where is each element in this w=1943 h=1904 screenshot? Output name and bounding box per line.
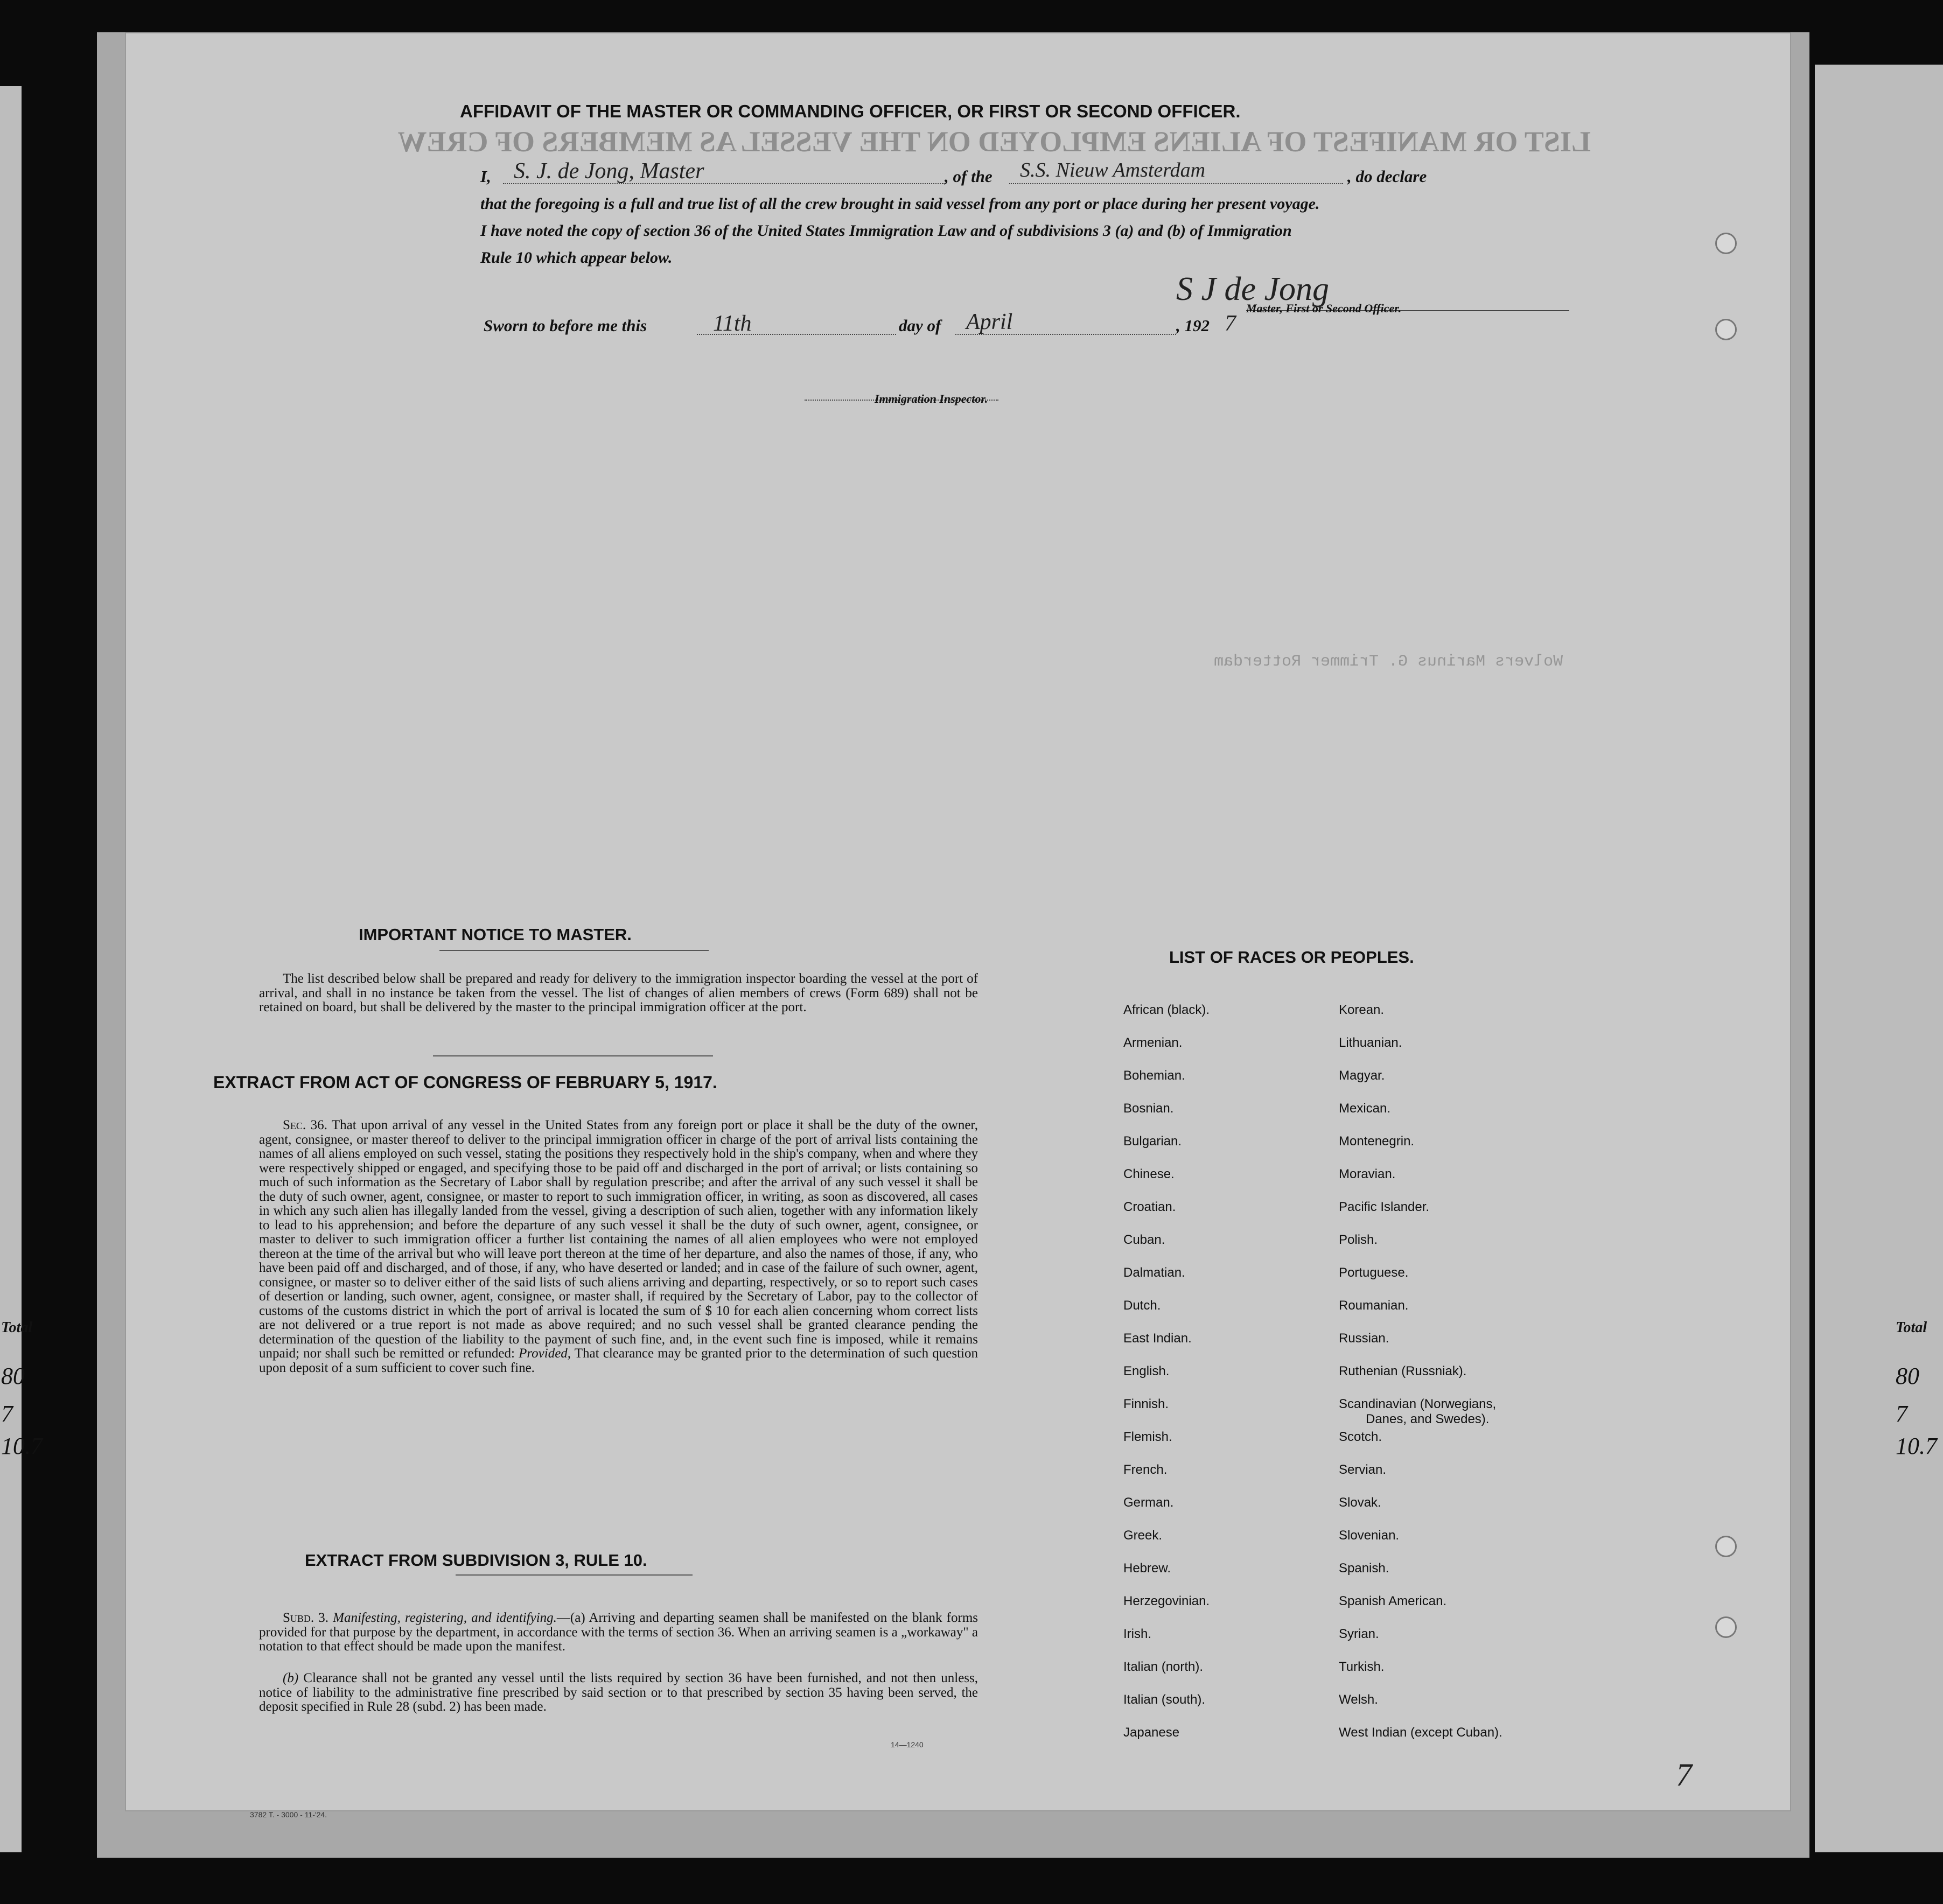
page-mark: 7 [1676, 1757, 1692, 1793]
document-page [125, 32, 1791, 1819]
race-item: Montenegrin. [1339, 1134, 1415, 1149]
form-code: 14—1240 [891, 1740, 924, 1749]
race-item: Bohemian. [1123, 1068, 1185, 1083]
punch-hole [1715, 1616, 1737, 1638]
rule-text-b-body: Clearance shall not be granted any vessel until the lists required by section 36 have been furnished, and not then unless, notice of liability to the administrative fine prescribed by said section or to that prescribed by section 35 having been served, the deposit specified in Rule 28 (subd. 2) has been made. [259, 1671, 979, 1714]
sworn-day-handwritten: 11th [713, 311, 752, 336]
race-item: Mexican. [1339, 1101, 1391, 1116]
race-item: Scotch. [1339, 1430, 1382, 1444]
race-item: Bosnian. [1123, 1101, 1174, 1116]
race-item: Dutch. [1123, 1298, 1161, 1313]
race-item: Welsh. [1339, 1692, 1378, 1707]
notice-heading-rule [439, 950, 709, 951]
race-item: Moravian. [1339, 1167, 1396, 1181]
bleed-through-rows: Wolvers Marinus G. Trimmer Rotterdam [1214, 653, 1563, 671]
races-heading: LIST OF RACES OR PEOPLES. [1169, 948, 1414, 967]
affidavit-line-3: I have noted the copy of section 36 of the United States Immigration Law and of subdivisions 3 (a) and (b) of Immigration [480, 222, 1292, 240]
race-item: Lithuanian. [1339, 1035, 1402, 1050]
race-item: Italian (south). [1123, 1692, 1206, 1707]
act-text-end: That clearance may be granted prior to the determination of such question upon deposit of a sum sufficient to cover such fine. [259, 1346, 978, 1375]
left-tally-3: 10.7 [1, 1433, 43, 1459]
adjacent-page-left [0, 86, 22, 1852]
rule-subd-title: Manifesting, registering, and identifying. [333, 1611, 557, 1625]
race-item: French. [1123, 1462, 1168, 1477]
race-item: Pacific Islander. [1339, 1200, 1430, 1214]
act-text-body: That upon arrival of any vessel in the United States from any foreign port or place it shall be the duty of the owner, agent, consignee, or master thereof to deliver to the principal immigration officer in charge of the port of arrival lists containing the names of all aliens employed on such vessel, stating the positions they respectively hold in the ship's company, when and where they were respectively shipped or engaged, and specifying those to be paid off and discharged in the port of arrival; or lists containing so much of such information as the Secretary of Labor shall by regulation prescribe; and after the arrival of any such vessel it shall be the duty of such owner, agent, consignee, or master to report to such immigration officer, in writing, as soon as discovered, all cases in which any such alien has illegally landed from the vessel, giving a description of such alien, together with any information likely to lead to his apprehension; and before the departure of any such vessel it shall be the duty of such owner, agent, consignee, or master to deliver to such immigration officer a further list containing the names of all alien employees who were not employed thereon at the time of the arrival but who will leave port thereon at the time of her departure, and also the names of those, if any, who have been paid off and discharged, and of those, if any, who have deserted or landed; and in case of the failure of such owner, agent, consignee, or master so to deliver either of the said lists of such aliens arriving and departing, respectively, or so to report such cases of desertion or landing, such owner, agent, consignee, or master shall, if required by the Secretary of Labor, pay to the collector of customs of the customs district in which the port of arrival is located the sum of $ 10 for each alien concerning whom correct lists are not delivered or a true report is not made as above required; and no such vessel shall be granted clearance pending the determination of the question of the liability to the payment of such fine, and, in the event such fine is imposed, while it remains unpaid; nor shall such be remitted or refunded: [259, 1118, 979, 1361]
punch-hole [1715, 319, 1737, 340]
rule-heading: EXTRACT FROM SUBDIVISION 3, RULE 10. [305, 1551, 647, 1570]
race-item: East Indian. [1123, 1331, 1192, 1346]
right-tally-1: 80 [1896, 1363, 1919, 1389]
rule-subd-label: Subd. 3. [283, 1611, 329, 1625]
race-item: Ruthenian (Russniak). [1339, 1364, 1467, 1378]
race-item: Russian. [1339, 1331, 1389, 1346]
rule-text-a [259, 1611, 978, 1654]
year-suffix-handwritten: 7 [1225, 311, 1236, 336]
race-item: Polish. [1339, 1233, 1378, 1247]
affidavit-line-4: Rule 10 which appear below. [480, 249, 673, 267]
inspector-caption: Immigration Inspector. [875, 392, 988, 405]
race-item: German. [1123, 1495, 1174, 1510]
affidavit-of-label: , of the [945, 167, 993, 186]
race-item: West Indian (except Cuban). [1339, 1725, 1502, 1740]
race-item: Italian (north). [1123, 1660, 1204, 1674]
race-item: Portuguese. [1339, 1265, 1409, 1280]
act-heading: EXTRACT FROM ACT OF CONGRESS OF FEBRUARY 5, 1917. [213, 1073, 717, 1092]
race-item: Irish. [1123, 1627, 1152, 1641]
year-prefix: , 192 [1176, 316, 1210, 335]
affidavit-i-label: I, [480, 167, 491, 186]
race-item: Korean. [1339, 1003, 1385, 1017]
race-item: Flemish. [1123, 1430, 1172, 1444]
bleed-through-text: LIST OR MANIFEST OF ALIENS EMPLOYED ON THE VESSEL AS MEMBERS OF CREW [397, 125, 1591, 158]
race-item: Magyar. [1339, 1068, 1385, 1083]
race-item: Greek. [1123, 1528, 1163, 1543]
left-tally-1: 80 [1, 1363, 25, 1389]
punch-hole [1715, 233, 1737, 254]
race-item: African (black). [1123, 1003, 1210, 1017]
race-item: Syrian. [1339, 1627, 1379, 1641]
race-item: Slovak. [1339, 1495, 1381, 1510]
signature-caption: Master, First or Second Officer. [1246, 302, 1402, 315]
rule-text-b [259, 1671, 978, 1714]
race-item: Turkish. [1339, 1660, 1385, 1674]
sworn-month-handwritten: April [966, 310, 1013, 334]
sworn-label: Sworn to before me this [484, 316, 647, 335]
race-item: Croatian. [1123, 1200, 1176, 1214]
act-provided-label: Provided, [519, 1346, 571, 1361]
affidavit-title: AFFIDAVIT OF THE MASTER OR COMMANDING OFFICER, OR FIRST OR SECOND OFFICER. [460, 101, 1241, 121]
act-sec-label: Sec. 36. [283, 1118, 327, 1132]
race-item: Spanish. [1339, 1561, 1389, 1576]
notice-text: The list described below shall be prepared and ready for delivery to the immigration inspector boarding the vessel at the port of arrival, and shall in no instance be taken from the vessel. The list of changes of alien members of crews (Form 689) shall not be retained on board, but shall be delivered by the master to the principal immigration officer at the port. [259, 971, 978, 1014]
race-item: Roumanian. [1339, 1298, 1409, 1313]
master-name-handwritten: S. J. de Jong, Master [514, 159, 704, 184]
left-total-label: Total [1, 1319, 33, 1336]
race-item: English. [1123, 1364, 1170, 1378]
race-item: Spanish American. [1339, 1594, 1447, 1608]
rule-heading-rule [456, 1574, 693, 1576]
vessel-name-handwritten: S.S. Nieuw Amsterdam [1020, 159, 1206, 181]
day-of-label: day of [899, 316, 941, 335]
race-item: Bulgarian. [1123, 1134, 1182, 1149]
race-item: Herzegovinian. [1123, 1594, 1210, 1608]
race-item: Servian. [1339, 1462, 1387, 1477]
section-divider [433, 1055, 713, 1056]
act-text [259, 1118, 978, 1375]
rule-text-a-body: —(a) Arriving and departing seamen shall be manifested on the blank forms provided for that purpose by the department, in accordance with the terms of section 36. When an arriving seamen is a „workaway" a notation to that effect should be made upon the manifest. [259, 1611, 978, 1654]
race-item: Cuban. [1123, 1233, 1165, 1247]
vessel-name-line [1009, 183, 1343, 184]
notice-heading: IMPORTANT NOTICE TO MASTER. [359, 925, 632, 944]
race-item: Hebrew. [1123, 1561, 1171, 1576]
master-signature: S J de Jong [1176, 271, 1330, 307]
rule-b-label: (b) [283, 1671, 299, 1685]
punch-hole [1715, 1536, 1737, 1557]
race-item: Chinese. [1123, 1167, 1175, 1181]
race-item: Armenian. [1123, 1035, 1183, 1050]
race-item: Slovenian. [1339, 1528, 1400, 1543]
right-tally-3: 10.7 [1896, 1433, 1937, 1459]
adjacent-page-right [1815, 65, 1943, 1852]
right-total-label: Total [1896, 1319, 1927, 1336]
left-tally-2: 7 [1, 1401, 13, 1427]
race-item: Dalmatian. [1123, 1265, 1185, 1280]
race-item: Scandinavian (Norwegians, [1339, 1397, 1497, 1411]
race-scandinavian-continued: Danes, and Swedes). [1366, 1412, 1490, 1426]
race-item: Finnish. [1123, 1397, 1169, 1411]
affidavit-line-2: that the foregoing is a full and true list of all the crew brought in said vessel from any port or place during her present voyage. [480, 195, 1320, 213]
race-item: Japanese [1123, 1725, 1180, 1740]
right-tally-2: 7 [1896, 1401, 1907, 1427]
print-code: 3782 T. - 3000 - 11-'24. [250, 1810, 327, 1819]
affidavit-declare-label: , do declare [1347, 167, 1427, 186]
